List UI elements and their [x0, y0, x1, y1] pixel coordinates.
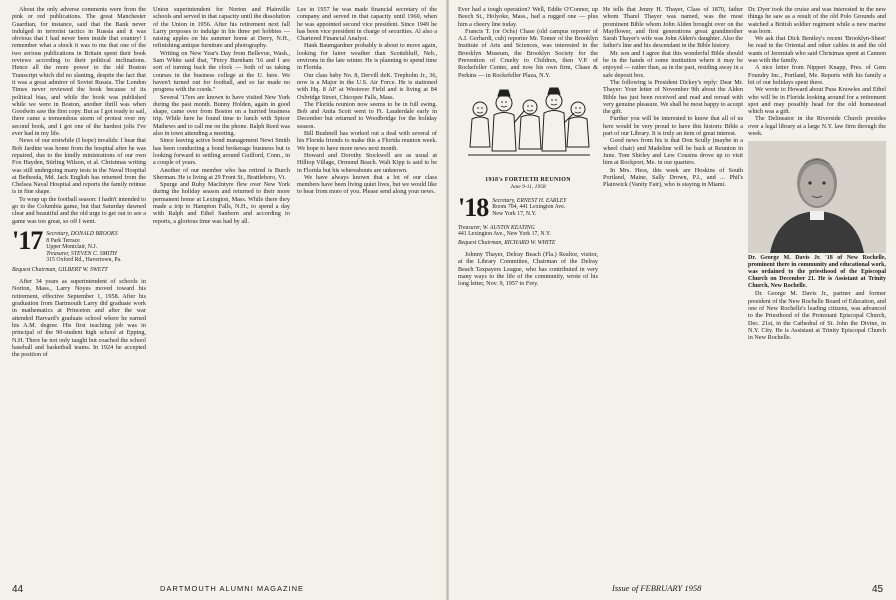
reunion-cartoon-icon — [458, 79, 598, 175]
paragraph: Our class baby No. 8, Dervill deK. Trepholm Jr., 36, now is a Major in the U.S. Air Force. He is stationed with Hq. 8 AF at Westover Field and is living at 84 Oxbridge Street, Chicopee Falls, Mass. — [297, 71, 437, 101]
address-line: 441 Lexington Ave., New York 17, N.Y. — [458, 231, 551, 238]
portrait-caption: Dr. George M. Davis Jr. '18 of New Rochelle, prominent there in community and educational work, was ordained to the priesthood of the Episcopal Church on December 21. He is Assistant at Trinity Church, New Rochelle. — [748, 255, 886, 290]
right-page — [448, 0, 896, 600]
address-line: Room 704, 441 Lexington Ave. — [492, 204, 566, 211]
paragraph: Lee in 1957 he was made financial secretary of the company and served in that capacity until 1960, when he was appointed second vice president. Since 1949 he has been vice president in charge of securities. Al also a Chartered Financial Analyst. — [297, 6, 437, 43]
paragraph: Writing on New Year's Day from Bellevue, Wash., Sam White said that, "Percy Burnham '16 and I are sort of turning back the clock — both of us taking courses in the business college at the U. here. We haven't turned out for football, and so far made no progress with the coeds." — [153, 49, 290, 94]
paragraph: News of our erstwhile (I hope) invalids: I hear that Bob Jardine was home from the hospital after he was repaired, due to the kindly ministrations of our own Fox Hayden, Stirling Wilson, et al. Christmas writing was still undergoing many tests in the Naval Hospital at Bethesda, Md. Jack English has returned from the Chelsea Naval Hospital and reports the family retinue is in fine shape. — [12, 137, 146, 196]
paragraph: We ask that Dick Bentley's recent 'Brooklyn-Sheet' be read in the Oriental and other cables in and the old wants of Jeremiah who said Christmas spent at Cannon was with the family. — [748, 35, 886, 65]
address-line: 315 Oxford Rd., Havertown, Pa. — [46, 257, 122, 264]
paragraph: Hank Baumgardner probably is about to move again, looking for fairer weather than Scottsbluff, Neb., environs in the late winter. He is planning to spend time in Florida. — [297, 42, 437, 72]
bequest-chairman: Bequest Chairman, GILBERT W. SWETT — [12, 266, 108, 273]
paragraph: Spurge and Ruby MacIntyre flew over New York during the holiday season and returned to their more permanent home at Lexington, Mass. While there they made a trip to Hampton Falls, N.H., to spend a day with Ralph and Ethel Sanborn and according to reports, a glorious time was had by all. — [153, 181, 290, 225]
paragraph: Another of our member who has retired is Burch Sherman. He is living at 29 Front St., Brattleboro, Vt. — [153, 166, 290, 181]
paragraph: The Delineator in the Riverside Church presides over a legal library at a large N.Y. law firm through the week. — [748, 115, 886, 138]
right-column-2 — [603, 6, 743, 571]
portrait-photo — [748, 141, 886, 253]
paragraph: Several '17ers are known to have visited New York during the past month. Bunny Holden, again in good shape, came over from Boston on a hurried business trip. While here he found time to lunch with Spicer Mathews and to call me on the phone. Ralph Reed was also in town attending a meeting. — [153, 93, 290, 138]
paragraph: Good news from his is that Don Scully (maybe in a wheel chair) and Madeline will be back at Reunion in June. Tom Shirley and Lew Cousins drove up to visit him at Rockport, Me. in our quarters. — [603, 137, 743, 167]
class-18-header — [458, 192, 598, 222]
paragraph: After 34 years as superintendent of schools in Norton, Mass., Larry Noyes moved toward his retirement, effective September 1, 1958. After his graduation from Dartmouth Larry did graduate work in mathematics at Princeton and after the war attended Harvard's graduate school where he earned his A.M. degree. His first teaching job was in principal of the 90-student high school at Epping, N.H. There he not only taught but coached the school baseball and basketball teams. In 1924 he accepted the position of — [12, 278, 146, 359]
paragraph: Further you will be interested to know that all of us here would be very proud to have this historic Bible a part of our Library. It is truly an item of great interest. — [603, 115, 743, 138]
portrait-photo-icon — [748, 141, 886, 253]
address-line: 8 Park Terrace — [46, 237, 80, 244]
paragraph: Dr. Dyer took the cruise and was interested in the new things he saw as a result of the old Polo Grounds and watched a British soldier regiment while a new marine was born. — [748, 6, 886, 35]
magazine-title: DARTMOUTH ALUMNI MAGAZINE — [160, 584, 305, 593]
paragraph: Howard and Dorothy Stockwell are as usual at Hilltop Village, Ormond Beach. Walt Kipp is said to be in Florida but his whereabouts are unknown. — [297, 151, 437, 174]
page-number: 44 — [12, 584, 24, 595]
paragraph: A nice letter from Nippert Knapp, Pres. of Gem Foundry Inc., Portland, Me. Reports with his family a bit of our holidays spent there. — [748, 64, 886, 86]
paragraph: Since leaving active bond management Newt Smith has been conducting a bond brokerage business but is looking forward to settling around Guilford, Conn., in a couple of years. — [153, 137, 290, 167]
address-line: New York 17, N.Y. — [492, 210, 537, 217]
issue-date: Issue of FEBRUARY 1958 — [612, 583, 702, 593]
paragraph: The Florida reunion now seems to be in full swing. Bob and Anita Scott went to Ft. Lauderdale early in December but returned to Woodbridge for the holiday season. — [297, 100, 437, 130]
reunion-dates: June 9-11, 1958 — [510, 184, 546, 191]
treasurer-line: Treasurer, W. AUSTIN KEATING — [458, 224, 535, 231]
paragraph: Union superintendent for Norton and Plainville schools and served in that capacity until the dissolution of the Union in 1956. After his retirement next fall Larry proposes to indulge in his three pet hobbies — raising apples on his summer home at Derry, N.H., refinishing antique furniture and photography. — [153, 6, 290, 50]
paragraph: The following is President Dickey's reply: Dear Mr. Thayer: Your letter of November 9th about the Alden Bible has just been received and read and reread with very genuine pleasure. We shall be most happy to accept the gift. — [603, 78, 743, 116]
paragraph: Johnny Thayer, Delray Beach (Fla.) Realtor, visitor, at the Library Committee, Chairman of the Delray Beach Taxpayers League, who has contributed in very many ways to the life of the community, wrote of his long letter, Nov. 9, 1957 to Frey. — [458, 251, 598, 288]
paragraph: Francis T. (or Ochs) Chase (old campus reporter of A.I. Gerhardt, cub) reporter Mr. Tomer of the Brooklyn Institute of Arts and Sciences, was interested in the Brooklyn Museum, the Brooklyn Society for the Prevention of Cruelty to Children, then V.P. of Rockefeller Center, and now his own firm, Chase & Perkins — in Rockefeller Plaza, N.Y. — [458, 27, 598, 79]
paragraph: In Mrs. Hess, this week are Hoskins of South Portland, Maine, Sally Drown, P.I., and ... Phil's Plainwick (Vanity Fair), who is staying in Miami. — [603, 166, 743, 189]
paragraph: Dr. George M. Davis Jr., partner and former president of the New Rochelle Board of Education, and one of New Rochelle's leading citizens, was advanced to the Priesthood of the Protestant Episcopal Church, Dec. 21st, in the Cathedral of St. John the Divine, in N.Y. City. He is Assistant at Trinity Episcopal Church in New Rochelle. — [748, 290, 886, 342]
left-column-2 — [153, 6, 290, 571]
paragraph: Mr. son and I agree that this wonderful Bible should be in the hands of some institution where it may be enjoyed — rather than, as in the past, residing away in a safe deposit box. — [603, 49, 743, 79]
class-officers — [492, 196, 566, 218]
page-number: 45 — [872, 584, 884, 595]
class-year-numeral: '18 — [458, 192, 489, 222]
left-column-3 — [297, 6, 437, 571]
left-column-1 — [12, 6, 146, 571]
treasurer-line: Treasurer, STEVEN C. SMITH — [46, 250, 117, 257]
secretary-line: Secretary, ERNEST H. EARLEY — [492, 197, 567, 204]
bequest-chairman: Bequest Chairman, RICHARD W. WHITE — [458, 239, 556, 246]
treasurer-block — [458, 223, 598, 238]
paragraph: We wrote to Howard about Puss Knowles and Ethel who will be in Florida looking around for a retirement spot and may possibly head for the old homestead which was a gift. — [748, 86, 886, 116]
paragraph: To wrap up the football season: I hadn't intended to go to the Columbia game, but that Saturday dawned clear and beautiful and the old urge to get out to see a game was too great, so off I went. — [12, 195, 146, 225]
paragraph: Ever had a tough operation? Well, Eddie O'Connor, up Beech St., Holyoke, Mass., had a rugged one — plus him a cheery line today. — [458, 6, 598, 28]
secretary-line: Secretary, DONALD BROOKS — [46, 230, 118, 237]
class-year-numeral: '17 — [12, 225, 43, 255]
reunion-caption: 1918's FORTIETH REUNION — [485, 176, 571, 183]
class-17-header — [12, 225, 146, 264]
paragraph: We have always known that a lot of our class members have been living quiet lives, but we would like to hear from more of you. Please send along your news. — [297, 173, 437, 196]
right-column-1 — [458, 6, 598, 571]
paragraph: About the only adverse comments were from the pink or red publications. The great Manchester Guardian, for instance, said that the Bank never indulged in terrorist tactics in Russia and it was obvious that I had never been inside that country! I remember what a shock it was to me that one of the two serious publications in Britain spent their book reviews according to their political inclinations. Hence all the more power to the old Boston Transcript which did no slanting, despite the fact that it was a great admirer of Soviet Russia. The London Times never reviewed the book because of its political bias, and while the book was published while we were in Boston, another thrill was when Goodwin saw the first copy. But as I got ready to sail, there came a tremendous storm of protest over my second book, and I got one of the hardest jolts I've ever had in my life. — [12, 6, 146, 138]
paragraph: He tells that Jenny H. Thayer, Class of 1870, father whom Tharel Thayer was named, was the most prominent Bible whom John Alden brought over on the Mayflower, and first generations great grandmother Sarah Thayer's wife was John Alden's daughter. Also the father's line and his descendant in the Bible history. — [603, 6, 743, 50]
class-officers — [46, 229, 121, 264]
address-line: Upper Montclair, N.J. — [46, 244, 98, 251]
paragraph: Bill Bushnell has worked out a deal with several of his Florida friends to make this a Florida reunion week. We hope to have more news next month. — [297, 130, 437, 152]
right-column-3 — [748, 6, 886, 571]
reunion-cartoon — [458, 79, 598, 175]
